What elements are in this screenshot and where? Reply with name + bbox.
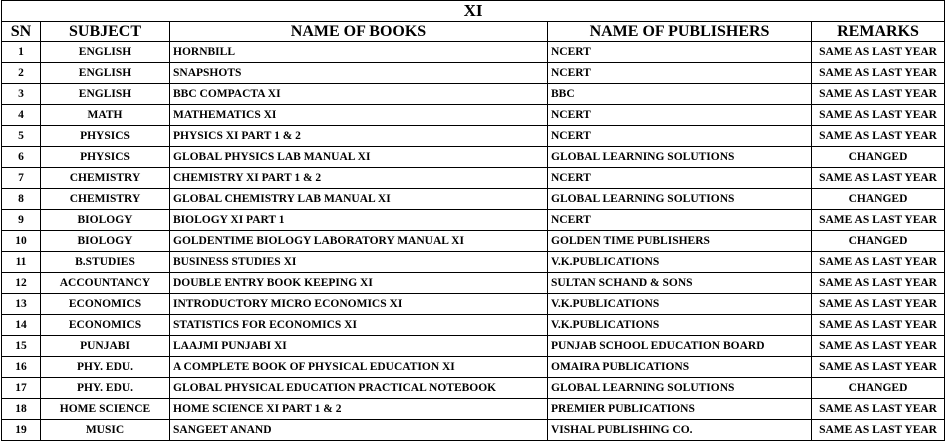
cell-remarks: SAME AS LAST YEAR bbox=[812, 126, 945, 147]
cell-book: BIOLOGY XI PART 1 bbox=[170, 210, 548, 231]
cell-remarks: CHANGED bbox=[812, 378, 945, 399]
cell-subject: BIOLOGY bbox=[41, 231, 170, 252]
cell-subject: ENGLISH bbox=[41, 42, 170, 63]
cell-sn: 4 bbox=[2, 105, 41, 126]
cell-subject: PUNJABI bbox=[41, 336, 170, 357]
cell-book: LAAJMI PUNJABI XI bbox=[170, 336, 548, 357]
cell-subject: MUSIC bbox=[41, 420, 170, 441]
cell-sn: 11 bbox=[2, 252, 41, 273]
cell-publisher: V.K.PUBLICATIONS bbox=[548, 294, 812, 315]
cell-publisher: GLOBAL LEARNING SOLUTIONS bbox=[548, 378, 812, 399]
cell-subject: PHY. EDU. bbox=[41, 378, 170, 399]
cell-sn: 19 bbox=[2, 420, 41, 441]
cell-publisher: GOLDEN TIME PUBLISHERS bbox=[548, 231, 812, 252]
title-row bbox=[2, 1, 945, 22]
cell-subject: ECONOMICS bbox=[41, 294, 170, 315]
booklist-table bbox=[1, 0, 945, 441]
table-row bbox=[2, 420, 945, 441]
header-row bbox=[2, 22, 945, 42]
cell-publisher: NCERT bbox=[548, 105, 812, 126]
cell-remarks: SAME AS LAST YEAR bbox=[812, 294, 945, 315]
cell-sn: 10 bbox=[2, 231, 41, 252]
cell-remarks: SAME AS LAST YEAR bbox=[812, 42, 945, 63]
cell-sn: 12 bbox=[2, 273, 41, 294]
cell-book: A COMPLETE BOOK OF PHYSICAL EDUCATION XI bbox=[170, 357, 548, 378]
cell-book: MATHEMATICS XI bbox=[170, 105, 548, 126]
cell-publisher: NCERT bbox=[548, 168, 812, 189]
cell-sn: 5 bbox=[2, 126, 41, 147]
cell-sn: 14 bbox=[2, 315, 41, 336]
cell-remarks: SAME AS LAST YEAR bbox=[812, 357, 945, 378]
cell-publisher: NCERT bbox=[548, 63, 812, 84]
table-row bbox=[2, 399, 945, 420]
cell-remarks: SAME AS LAST YEAR bbox=[812, 210, 945, 231]
header-book: NAME OF BOOKS bbox=[170, 22, 548, 42]
cell-remarks: SAME AS LAST YEAR bbox=[812, 399, 945, 420]
header-publisher: NAME OF PUBLISHERS bbox=[548, 22, 812, 42]
header-remarks: REMARKS bbox=[812, 22, 945, 42]
cell-book: STATISTICS FOR ECONOMICS XI bbox=[170, 315, 548, 336]
cell-sn: 2 bbox=[2, 63, 41, 84]
cell-sn: 18 bbox=[2, 399, 41, 420]
cell-sn: 7 bbox=[2, 168, 41, 189]
cell-sn: 17 bbox=[2, 378, 41, 399]
cell-publisher: NCERT bbox=[548, 210, 812, 231]
cell-sn: 16 bbox=[2, 357, 41, 378]
cell-remarks: SAME AS LAST YEAR bbox=[812, 273, 945, 294]
cell-remarks: SAME AS LAST YEAR bbox=[812, 105, 945, 126]
cell-publisher: OMAIRA PUBLICATIONS bbox=[548, 357, 812, 378]
cell-remarks: SAME AS LAST YEAR bbox=[812, 252, 945, 273]
cell-sn: 15 bbox=[2, 336, 41, 357]
table-row bbox=[2, 168, 945, 189]
cell-subject: HOME SCIENCE bbox=[41, 399, 170, 420]
cell-publisher: NCERT bbox=[548, 42, 812, 63]
cell-book: GOLDENTIME BIOLOGY LABORATORY MANUAL XI bbox=[170, 231, 548, 252]
table-row bbox=[2, 210, 945, 231]
cell-subject: PHY. EDU. bbox=[41, 357, 170, 378]
table-row bbox=[2, 378, 945, 399]
cell-publisher: PUNJAB SCHOOL EDUCATION BOARD bbox=[548, 336, 812, 357]
table-row bbox=[2, 42, 945, 63]
cell-remarks: SAME AS LAST YEAR bbox=[812, 315, 945, 336]
cell-remarks: CHANGED bbox=[812, 189, 945, 210]
cell-sn: 13 bbox=[2, 294, 41, 315]
table-row bbox=[2, 126, 945, 147]
cell-publisher: GLOBAL LEARNING SOLUTIONS bbox=[548, 147, 812, 168]
cell-subject: B.STUDIES bbox=[41, 252, 170, 273]
table-row bbox=[2, 252, 945, 273]
cell-sn: 3 bbox=[2, 84, 41, 105]
table-row bbox=[2, 273, 945, 294]
cell-book: INTRODUCTORY MICRO ECONOMICS XI bbox=[170, 294, 548, 315]
cell-subject: ACCOUNTANCY bbox=[41, 273, 170, 294]
cell-book: HOME SCIENCE XI PART 1 & 2 bbox=[170, 399, 548, 420]
cell-remarks: SAME AS LAST YEAR bbox=[812, 63, 945, 84]
cell-subject: BIOLOGY bbox=[41, 210, 170, 231]
cell-publisher: PREMIER PUBLICATIONS bbox=[548, 399, 812, 420]
table-row bbox=[2, 336, 945, 357]
cell-remarks: CHANGED bbox=[812, 231, 945, 252]
cell-sn: 6 bbox=[2, 147, 41, 168]
table-row bbox=[2, 84, 945, 105]
table-row bbox=[2, 315, 945, 336]
cell-book: HORNBILL bbox=[170, 42, 548, 63]
table-title: XI bbox=[2, 1, 945, 22]
cell-publisher: NCERT bbox=[548, 126, 812, 147]
table-row bbox=[2, 357, 945, 378]
cell-subject: MATH bbox=[41, 105, 170, 126]
cell-book: DOUBLE ENTRY BOOK KEEPING XI bbox=[170, 273, 548, 294]
cell-publisher: BBC bbox=[548, 84, 812, 105]
cell-book: PHYSICS XI PART 1 & 2 bbox=[170, 126, 548, 147]
cell-book: GLOBAL PHYSICS LAB MANUAL XI bbox=[170, 147, 548, 168]
table-row bbox=[2, 63, 945, 84]
cell-book: GLOBAL CHEMISTRY LAB MANUAL XI bbox=[170, 189, 548, 210]
table-row bbox=[2, 294, 945, 315]
cell-subject: ENGLISH bbox=[41, 63, 170, 84]
cell-publisher: V.K.PUBLICATIONS bbox=[548, 252, 812, 273]
cell-book: BBC COMPACTA XI bbox=[170, 84, 548, 105]
cell-book: BUSINESS STUDIES XI bbox=[170, 252, 548, 273]
header-subject: SUBJECT bbox=[41, 22, 170, 42]
header-sn: SN bbox=[2, 22, 41, 42]
cell-remarks: SAME AS LAST YEAR bbox=[812, 420, 945, 441]
table-row bbox=[2, 231, 945, 252]
cell-subject: PHYSICS bbox=[41, 126, 170, 147]
cell-subject: ECONOMICS bbox=[41, 315, 170, 336]
cell-book: SANGEET ANAND bbox=[170, 420, 548, 441]
cell-book: GLOBAL PHYSICAL EDUCATION PRACTICAL NOTEBOOK bbox=[170, 378, 548, 399]
cell-subject: CHEMISTRY bbox=[41, 168, 170, 189]
cell-remarks: CHANGED bbox=[812, 147, 945, 168]
cell-remarks: SAME AS LAST YEAR bbox=[812, 336, 945, 357]
table-row bbox=[2, 189, 945, 210]
cell-subject: PHYSICS bbox=[41, 147, 170, 168]
cell-book: SNAPSHOTS bbox=[170, 63, 548, 84]
table-row bbox=[2, 147, 945, 168]
cell-publisher: V.K.PUBLICATIONS bbox=[548, 315, 812, 336]
cell-publisher: GLOBAL LEARNING SOLUTIONS bbox=[548, 189, 812, 210]
table-row bbox=[2, 105, 945, 126]
cell-subject: CHEMISTRY bbox=[41, 189, 170, 210]
cell-book: CHEMISTRY XI PART 1 & 2 bbox=[170, 168, 548, 189]
cell-publisher: VISHAL PUBLISHING CO. bbox=[548, 420, 812, 441]
cell-remarks: SAME AS LAST YEAR bbox=[812, 84, 945, 105]
cell-sn: 9 bbox=[2, 210, 41, 231]
cell-remarks: SAME AS LAST YEAR bbox=[812, 168, 945, 189]
cell-publisher: SULTAN SCHAND & SONS bbox=[548, 273, 812, 294]
cell-subject: ENGLISH bbox=[41, 84, 170, 105]
cell-sn: 8 bbox=[2, 189, 41, 210]
cell-sn: 1 bbox=[2, 42, 41, 63]
